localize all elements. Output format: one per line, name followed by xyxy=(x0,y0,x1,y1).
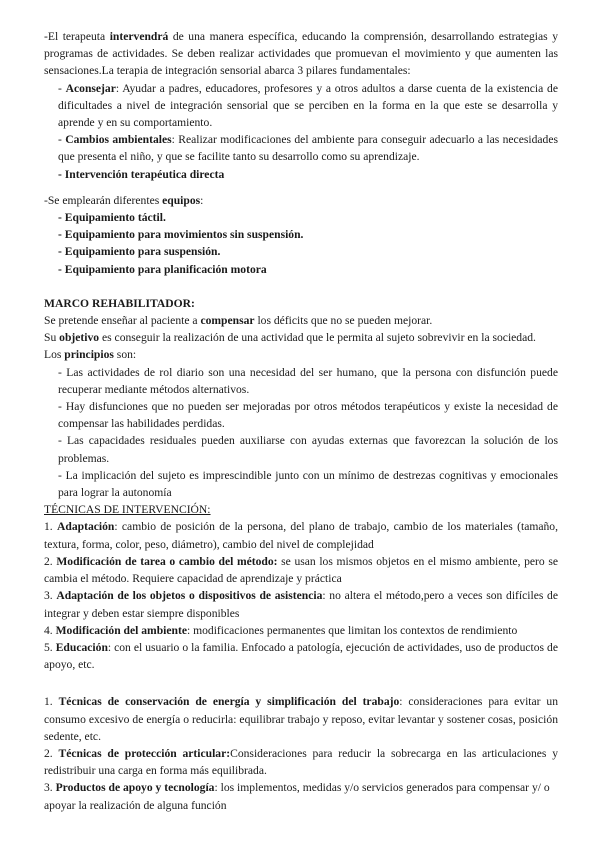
principio-item: - La implicación del sujeto es imprescindible junto con un mínimo de destrezas cognitivas y emocionales para lograr la autonomía xyxy=(58,468,558,500)
equipo-item: - Equipamiento para suspensión. xyxy=(58,245,221,259)
tecnicas-title: TÉCNICAS DE INTERVENCIÓN: xyxy=(44,503,211,517)
tecnica-item: 3. Adaptación de los objetos o dispositivos de asistencia: no altera el método,pero a veces son difíciles de integrar y deben estar siempre disponibles xyxy=(44,589,558,620)
pillar-item: - Cambios ambientales: Realizar modificaciones del ambiente para conseguir adecuarlo a las necesidades que presenta el niño, y que se facilite tanto su desarrollo como su aprendizaje. xyxy=(58,133,558,164)
tecnica2-item: 2. Técnicas de protección articular:Consideraciones para reducir la sobrecarga en las articulaciones y redistribuir una carga en forma más equilibrada. xyxy=(44,746,559,778)
equipo-item: - Equipamiento táctil. xyxy=(58,211,166,225)
tecnica2-item: 3. Productos de apoyo y tecnología: los implementos, medidas y/o servicios generados para compensar y/ o apoyar la realización de alguna función xyxy=(44,781,550,812)
tecnica-item: 1. Adaptación: cambio de posición de la persona, del plano de trabajo, cambio de los materiales (tamaño, textura, forma, color, peso, diámetro), cambio del nivel de complejidad xyxy=(44,520,558,551)
pillar-item: - Aconsejar: Ayudar a padres, educadores, profesores y a otros adultos a darse cuenta de la existencia de dificultades a nivel de integración sensorial que se perciben en la forma en la que este se desarrolla y aprende y en su comportamiento. xyxy=(58,81,558,130)
principio-item: - Las capacidades residuales pueden auxiliarse con ayudas externas que favorezcan la solución de los problemas. xyxy=(58,434,558,465)
principio-item: - Hay disfunciones que no pueden ser mejoradas por otros métodos terapéuticos y existe la necesidad de compensar las habilidades perdidas. xyxy=(58,400,558,431)
tecnica-item: 5. Educación: con el usuario o la familia. Enfocado a patología, ejecución de actividades, uso de productos de apoyo, etc. xyxy=(44,640,558,672)
marco-line: Se pretende enseñar al paciente a compensar los déficits que no se pueden mejorar. xyxy=(44,314,433,328)
tecnica-item: 4. Modificación del ambiente: modificaciones permanentes que limitan los contextos de rendimiento xyxy=(44,623,518,637)
intro-paragraph: -El terapeuta intervendrá de una manera específica, educando la comprensión, desarrollando estrategias y programas de actividades. Se deben realizar actividades que promuevan el movimiento y que aumenten las sensaciones.La terapia de integración sensorial abarca 3 pilares fundamentales: xyxy=(44,30,558,78)
pillar-item: - Intervención terapéutica directa xyxy=(58,167,225,181)
principio-item: - Las actividades de rol diario son una necesidad del ser humano, que la persona con disfunción puede recuperar mediante métodos alternativos. xyxy=(58,365,558,396)
marco-title: MARCO REHABILITADOR: xyxy=(44,296,195,310)
equipo-item: - Equipamiento para movimientos sin suspensión. xyxy=(58,228,304,242)
equipos-lead: -Se emplearán diferentes equipos: xyxy=(44,193,204,207)
marco-line: Su objetivo es conseguir la realización de una actividad que le permita al sujeto sobrevivir en la sociedad. xyxy=(44,331,536,345)
tecnica-item: 2. Modificación de tarea o cambio del método: se usan los mismos objetos en el mismo ambiente, pero se cambia el método. Requiere capacidad de aprendizaje y práctica xyxy=(44,554,558,586)
marco-line: Los principios son: xyxy=(44,348,137,362)
tecnica2-item: 1. Técnicas de conservación de energía y simplificación del trabajo: consideraciones para evitar un consumo excesivo de energía o reducirla: equilibrar trabajo y reposo, evitar levantar y sostener cosas, posición sedente, etc. xyxy=(44,695,559,743)
equipo-item: - Equipamiento para planificación motora xyxy=(58,262,267,276)
